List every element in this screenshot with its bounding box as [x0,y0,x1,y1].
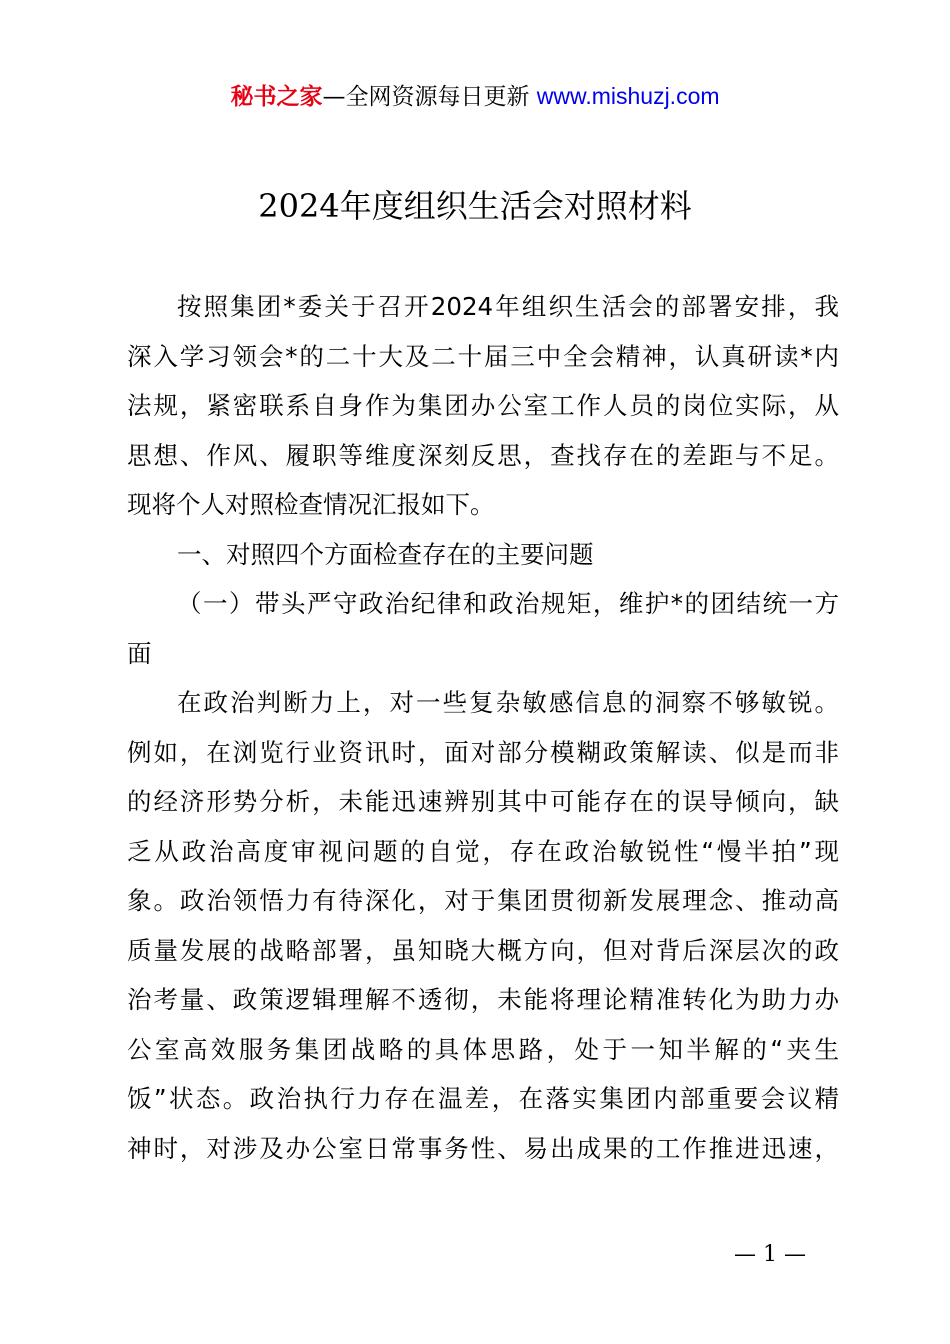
paragraph-line: 在政治判断力上，对一些复杂敏感信息的洞察不够敏锐。 [177,688,839,717]
site-brand: 秘书之家 [230,84,323,110]
paragraph-line: 的经济形势分析，未能迅速辨别其中可能存在的误导倾向，缺 [127,787,839,816]
paragraph-line: 饭”状态。政治执行力存在温差，在落实集团内部重要会议精 [127,1084,839,1113]
paragraph-line: 思想、作风、履职等维度深刻反思，查找存在的差距与不足。 [127,440,839,470]
paragraph-line: 公室高效服务集团战略的具体思路，处于一知半解的“夹生 [127,1034,839,1064]
site-url-link[interactable]: www.mishuzj.com [536,83,720,109]
paragraph-line: 乏从政治高度审视问题的自觉，存在政治敏锐性“慢半拍”现 [127,836,839,866]
paragraph-line: 按照集团*委关于召开2024年组织生活会的部署安排，我 [177,292,839,321]
site-tagline: —全网资源每日更新 [322,84,537,110]
document-body [127,282,839,1173]
paragraph-line: 深入学习领会*的二十大及二十届三中全会精神，认真研读*内 [127,341,839,371]
paragraph-line: 神时，对涉及办公室日常事务性、易出成果的工作推进迅速， [127,1133,839,1163]
site-banner [0,80,950,113]
section-heading: 一、对照四个方面检查存在的主要问题 [177,539,594,569]
paragraph-line: 法规，紧密联系自身作为集团办公室工作人员的岗位实际，从 [127,391,839,420]
subsection-heading: 面 [127,638,152,668]
paragraph-line: 象。政治领悟力有待深化，对于集团贯彻新发展理念、推动高 [127,886,839,915]
paragraph-line: 例如，在浏览行业资讯时，面对部分模糊政策解读、似是而非 [127,737,839,767]
paragraph-line: 治考量、政策逻辑理解不透彻，未能将理论精准转化为助力办 [127,985,839,1014]
paragraph-line: 质量发展的战略部署，虽知晓大概方向，但对背后深层次的政 [127,935,839,965]
subsection-heading: （一）带头严守政治纪律和政治规矩，维护*的团结统一方 [177,589,839,618]
page-number: — 1 — [734,1242,806,1267]
document-title: 2024年度组织生活会对照材料 [258,187,692,225]
paragraph-line: 现将个人对照检查情况汇报如下。 [127,490,495,519]
